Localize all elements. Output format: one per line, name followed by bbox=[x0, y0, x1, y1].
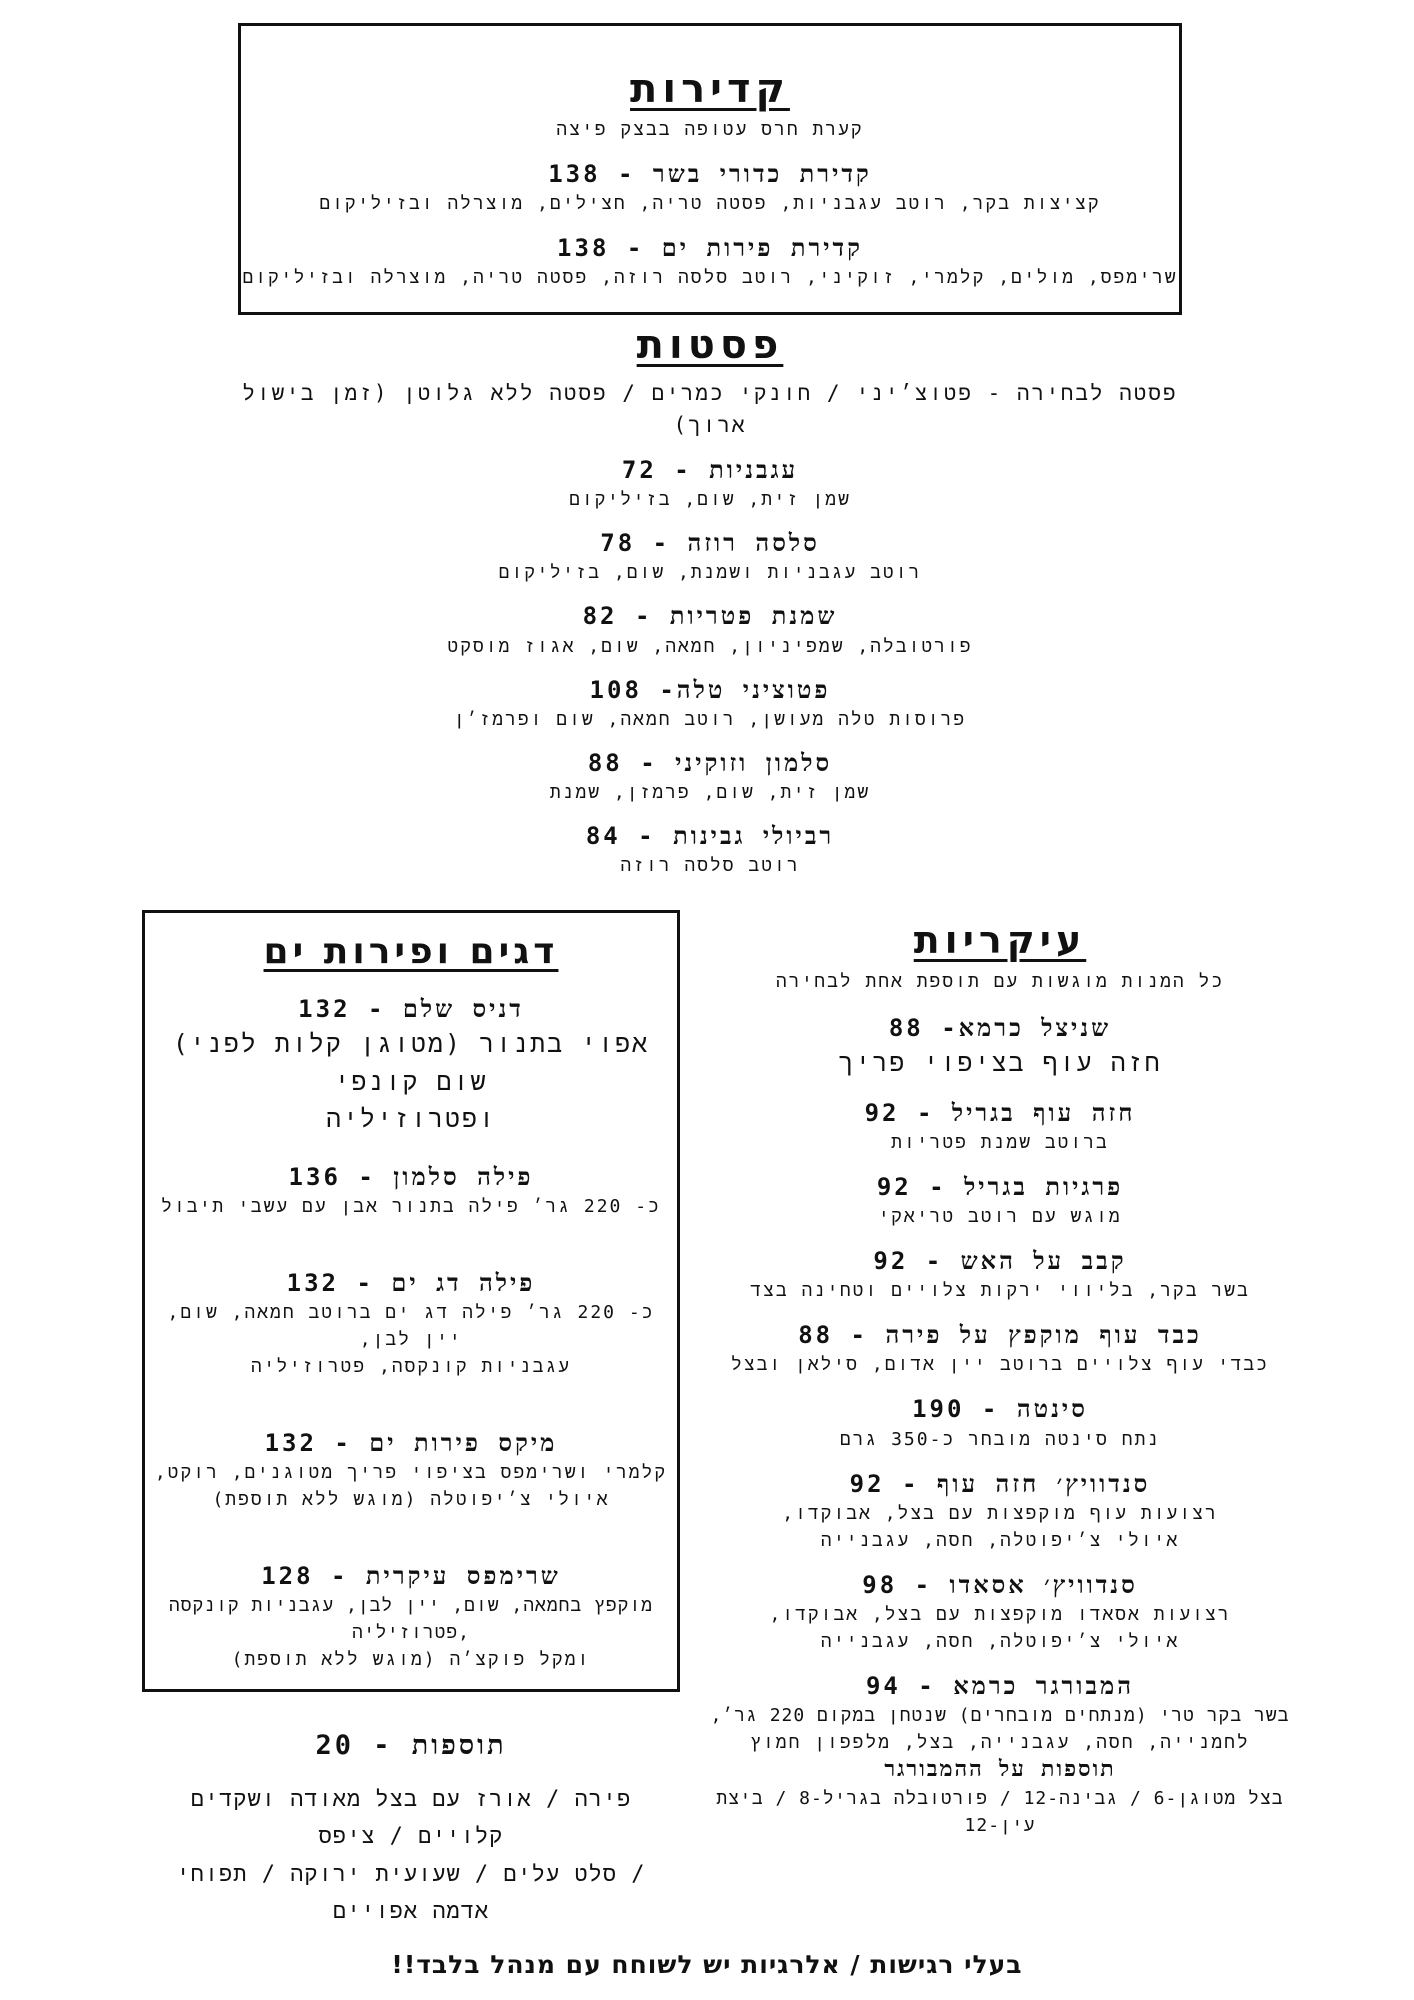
pasta-item-desc: שמן זית, שום, בזיליקום bbox=[569, 489, 851, 511]
pasta-item-desc: שמן זית, שום, פרמזן, שמנת bbox=[549, 781, 871, 803]
pastas-section bbox=[238, 322, 1182, 879]
sides-line: / סלט עלים / שעועית ירוקה / תפוחי אדמה אפויים bbox=[176, 1861, 646, 1925]
main-item-desc-2: לחמנייה, חסה, עגבנייה, בצל, מלפפון חמוץ bbox=[750, 1732, 1250, 1754]
burger-extras-title: תוספות על ההמבורגר bbox=[884, 1757, 1116, 1783]
pasta-item-name: שמנת פטריות - 82 bbox=[582, 602, 838, 631]
main-item-name: סנדוויץ׳ חזה עוף - 92 bbox=[849, 1469, 1151, 1498]
mains-title: עיקריות bbox=[913, 918, 1087, 962]
main-item-desc: רצועות עוף מוקפצות עם בצל, אבוקדו, bbox=[782, 1502, 1218, 1524]
main-item-name: סינטה - 190 bbox=[912, 1395, 1088, 1424]
pasta-item-name: רביולי גבינות - 84 bbox=[585, 821, 835, 850]
pasta-item-name: פטוציני טלה- 108 bbox=[589, 675, 831, 704]
fish-item-desc-2: ומקל פוקצ׳ה (מוגש ללא תוספת) bbox=[231, 1649, 591, 1671]
main-item-name: המבורגר כרמא - 94 bbox=[865, 1672, 1135, 1700]
main-item-name: שניצל כרמא- 88 bbox=[888, 1014, 1112, 1042]
fish-item-desc: קלמרי ושרימפס בציפוי פריך מטוגנים, רוקט, bbox=[154, 1462, 668, 1484]
fish-item-name: מיקס פירות ים - 132 bbox=[264, 1429, 558, 1458]
pastas-title: פסטות bbox=[636, 322, 784, 368]
kdirot-item-name: קדירת כדורי בשר - 138 bbox=[548, 160, 872, 188]
fish-item-name: פילה דג ים - 132 bbox=[286, 1268, 536, 1297]
fish-item-desc: אפוי בתנור (מטוגן קלות לפני) שום קונפי bbox=[172, 1029, 650, 1096]
allergy-note bbox=[200, 1950, 1214, 1979]
main-item-desc: בשר בקר טרי (מנתחים מובחרים) שנטחן במקום 220 גר׳, bbox=[710, 1705, 1290, 1727]
pasta-item-desc: רוטב עגבניות ושמנת, שום, בזיליקום bbox=[498, 562, 922, 584]
main-item-desc: רצועות אסאדו מוקפצות עם בצל, אבוקדו, bbox=[769, 1604, 1231, 1625]
main-item-desc-2: איולי צ׳יפוטלה, חסה, עגבנייה bbox=[820, 1631, 1180, 1652]
main-item-desc: חזה עוף בציפוי פריך bbox=[838, 1048, 1162, 1078]
main-item-desc-2: איולי צ׳יפוטלה, חסה, עגבנייה bbox=[820, 1529, 1180, 1551]
mains-subtitle: כל המנות מוגשות עם תוספת אחת לבחירה bbox=[775, 971, 1225, 992]
main-item-name: פרגיות בגריל - 92 bbox=[876, 1172, 1124, 1201]
main-item-desc: מוגש עם רוטב טריאקי bbox=[878, 1206, 1122, 1228]
fish-section bbox=[142, 910, 680, 1692]
pasta-item-name: סלסה רוזה - 78 bbox=[600, 529, 820, 558]
fish-item-name: פילה סלמון - 136 bbox=[288, 1162, 534, 1191]
fish-title: דגים ופירות ים bbox=[263, 931, 559, 972]
fish-item-desc-2: עגבניות קונקסה, פטרוזיליה bbox=[250, 1356, 572, 1378]
kdirot-subtitle: קערת חרס עטופה בבצק פיצה bbox=[556, 119, 864, 140]
fish-item-name: דניס שלם - 132 bbox=[298, 995, 524, 1023]
pasta-item-name: סלמון וזוקיני - 88 bbox=[587, 748, 833, 777]
kdirot-title: קדירות bbox=[630, 66, 790, 112]
mains-section bbox=[710, 918, 1290, 1839]
kdirot-item-desc: שרימפס, מולים, קלמרי, זוקיני, רוטב סלסה רוזה, פסטה טריה, מוצרלה ובזיליקום bbox=[242, 267, 1178, 289]
fish-item-desc: כ- 220 גר׳ פילה דג ים ברוטב חמאה, שום, יין לבן, bbox=[167, 1302, 655, 1351]
main-item-name: קבב על האש - 92 bbox=[873, 1247, 1127, 1276]
sides-section bbox=[142, 1728, 680, 1931]
burger-extras: בצל מטוגן-6 / גבינה-12 / פורטובלה בגריל-8 / ביצת עין-12 bbox=[716, 1787, 1284, 1836]
fish-item-desc: כ- 220 גר׳ פילה בתנור אבן עם עשבי תיבול bbox=[161, 1195, 661, 1217]
main-item-name: סנדוויץ׳ אסאדו - 98 bbox=[862, 1570, 1138, 1599]
pasta-item-name: עגבניות - 72 bbox=[621, 456, 799, 484]
pasta-item-desc: רוטב סלסה רוזה bbox=[620, 855, 800, 877]
pasta-item-desc: פרוסות טלה מעושן, רוטב חמאה, שום ופרמז׳ן bbox=[453, 708, 967, 730]
main-item-desc: נתח סינטה מובחר כ-350 גרם bbox=[839, 1428, 1161, 1450]
main-item-desc: בשר בקר, בליווי ירקות צלויים וטחינה בצד bbox=[750, 1280, 1250, 1302]
main-item-desc: כבדי עוף צלויים ברוטב יין אדום, סילאן ובצל bbox=[731, 1354, 1269, 1376]
fish-item-desc-2: איולי צ׳יפוטלה (מוגש ללא תוספת) bbox=[212, 1489, 610, 1511]
main-item-name: כבד עוף מוקפץ על פירה - 88 bbox=[798, 1321, 1202, 1350]
main-item-desc: ברוטב שמנת פטריות bbox=[891, 1131, 1109, 1153]
kdirot-item-desc: קציצות בקר, רוטב עגבניות, פסטה טריה, חצילים, מוצרלה ובזיליקום bbox=[319, 193, 1101, 215]
kdirot-section bbox=[238, 23, 1182, 315]
pasta-item-desc: פורטובלה, שמפיניון, חמאה, שום, אגוז מוסקט bbox=[447, 635, 973, 657]
pastas-subtitle: פסטה לבחירה - פטוצ׳יני / חונקי כמרים / פסטה ללא גלוטן (זמן בישול ארוך) bbox=[242, 381, 1178, 437]
sides-line: פירה / אורז עם בצל מאודה ושקדים קלויים / ציפס bbox=[190, 1787, 632, 1850]
main-item-name: חזה עוף בגריל - 92 bbox=[864, 1098, 1136, 1127]
kdirot-item-name: קדירת פירות ים - 138 bbox=[557, 234, 863, 263]
fish-item-desc: מוקפץ בחמאה, שום, יין לבן, עגבניות קונקסה ,פטרוזיליה bbox=[168, 1595, 654, 1644]
allergy-note-text: בעלי רגישות / אלרגיות יש לשוחח עם מנהל בלבד!! bbox=[391, 1950, 1023, 1979]
fish-item-name: שרימפס עיקרית - 128 bbox=[261, 1562, 561, 1591]
sides-title: תוספות - 20 bbox=[315, 1730, 507, 1761]
fish-item-desc-2: ופטרוזיליה bbox=[325, 1104, 497, 1134]
